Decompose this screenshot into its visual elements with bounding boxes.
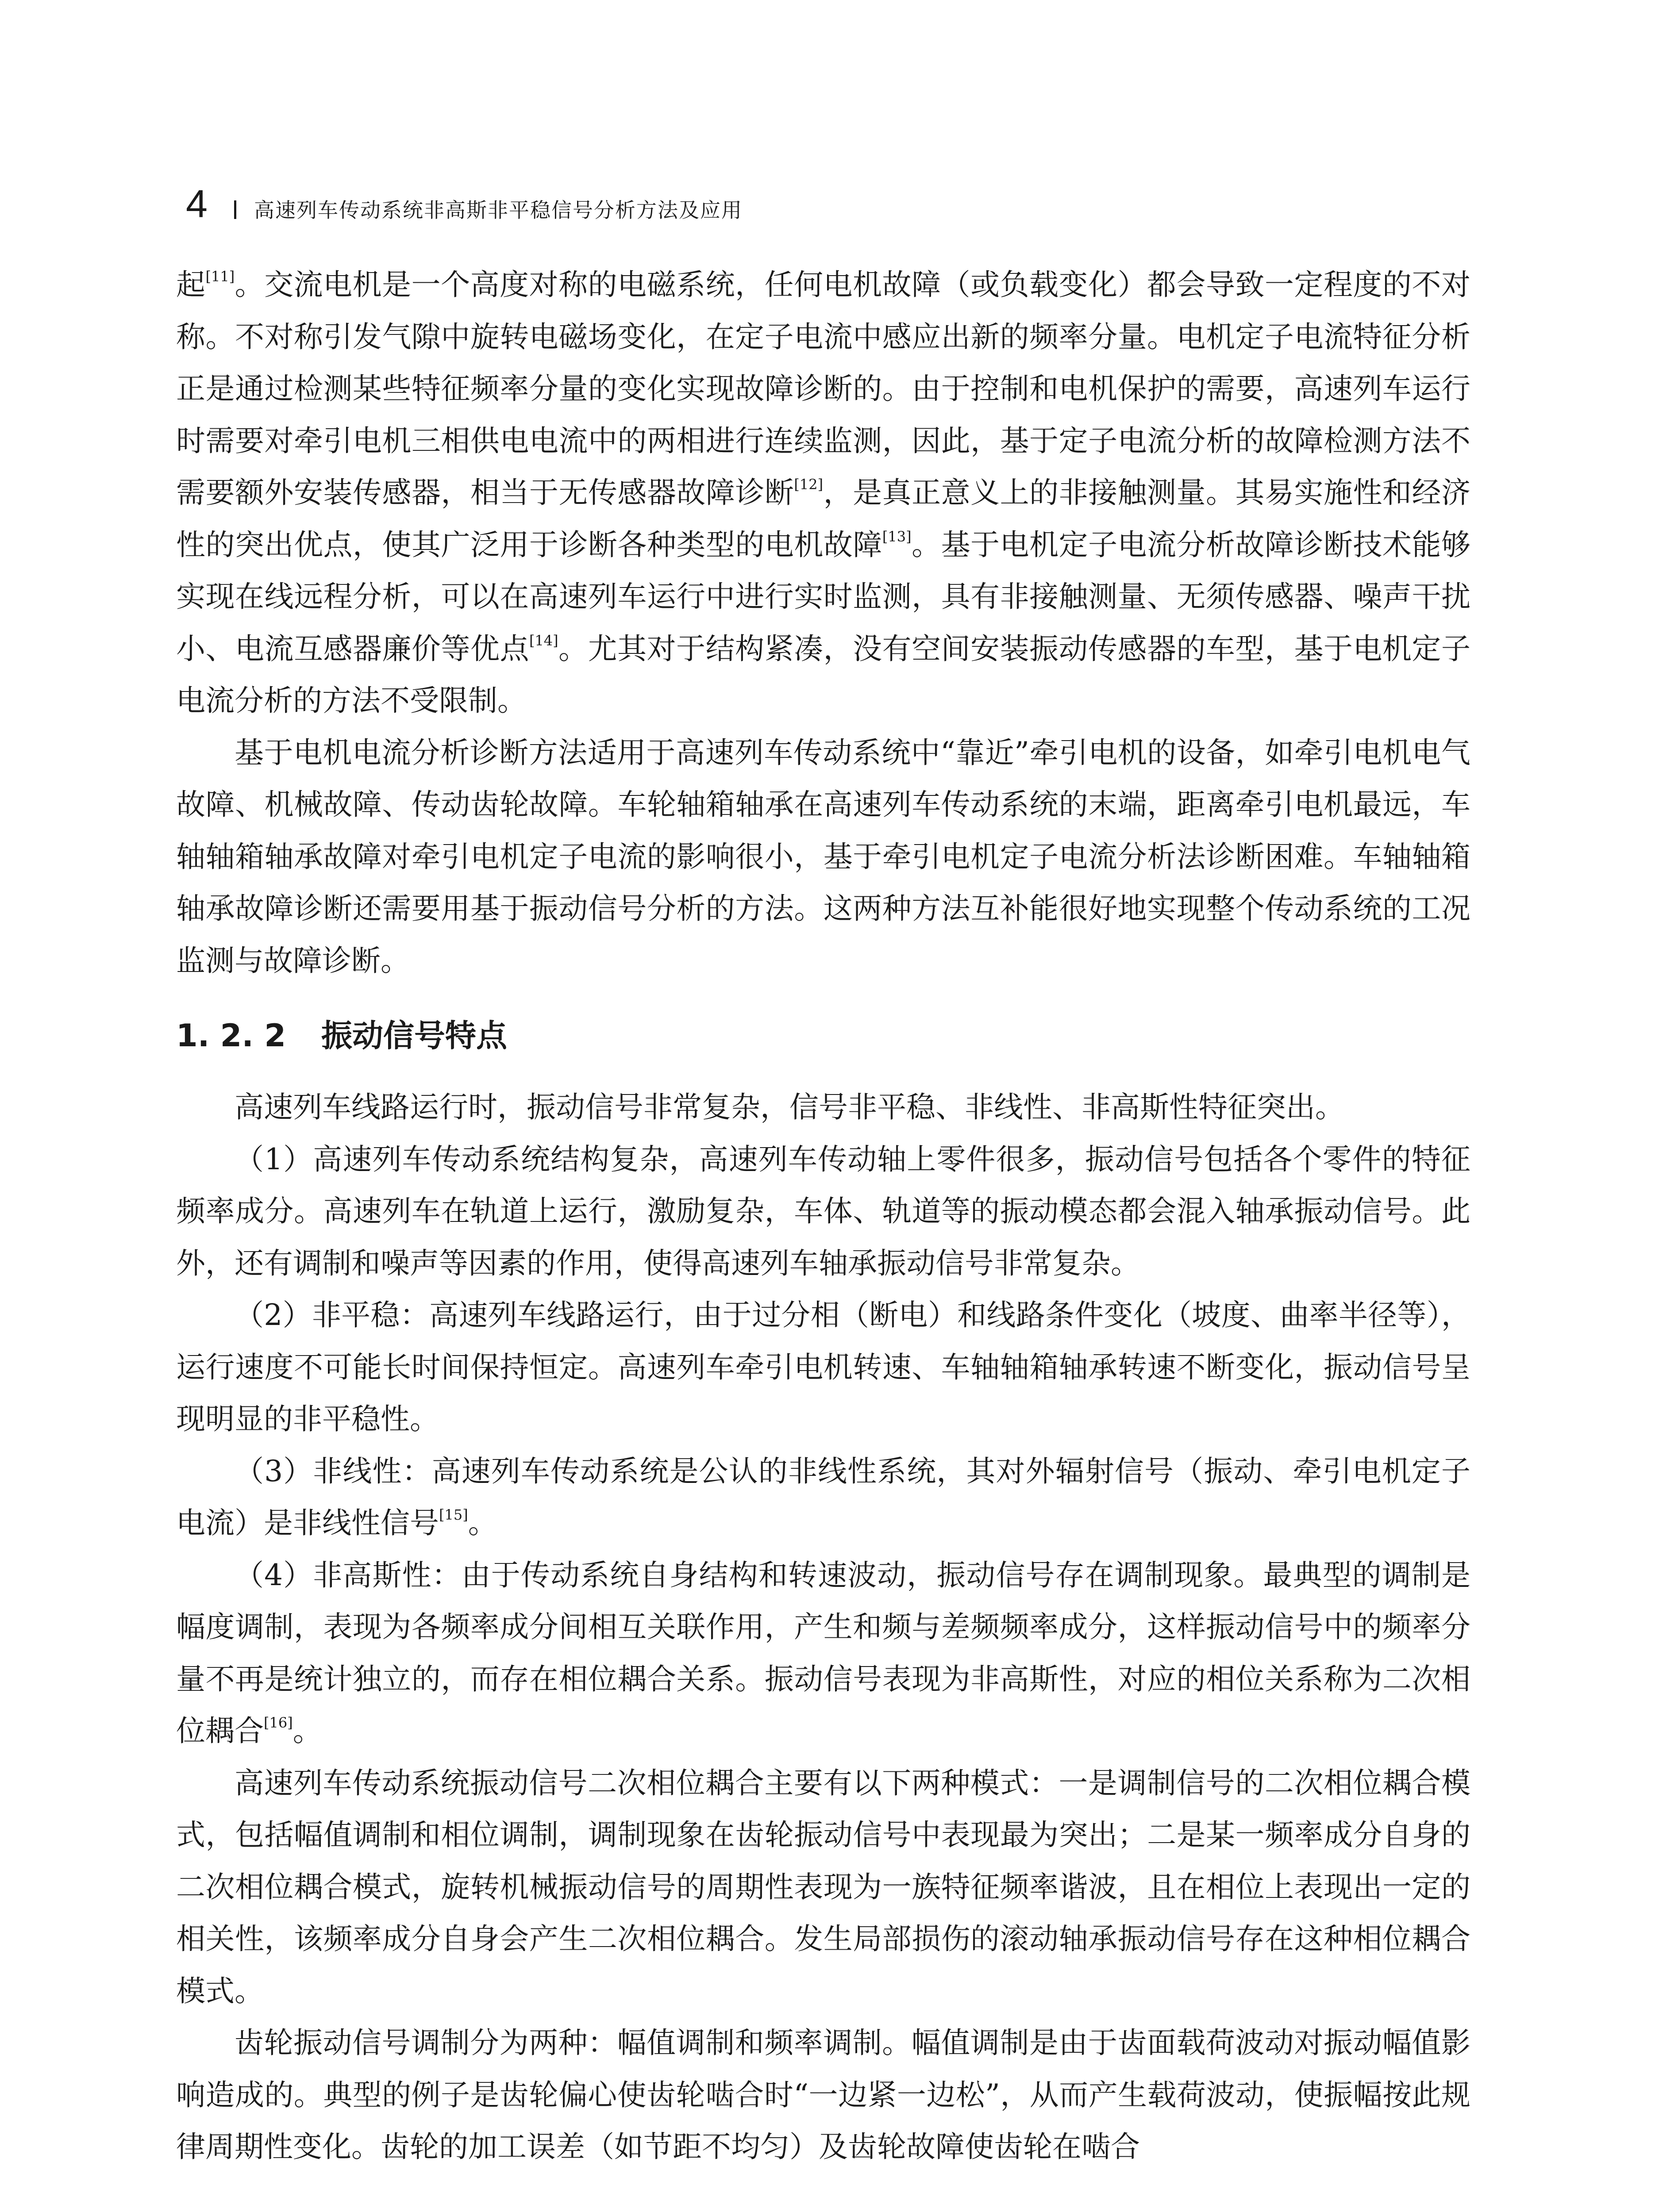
citation: [13]: [882, 528, 912, 545]
text-run: （4）非高斯性：由于传动系统自身结构和转速波动，振动信号存在调制现象。最典型的调制是幅度调制，表现为各频率成分间相互关联作用，产生和频与差频频率成分，这样振动信号中的频率分量不再是统计独立的，而存在相位耦合关系。振动信号表现为非高斯性，对应的相位关系称为二次相位耦合: [176, 1558, 1470, 1748]
paragraph: [176, 1757, 1470, 2017]
running-title: 高速列车传动系统非高斯非平稳信号分析方法及应用: [254, 198, 743, 222]
section-title: 振动信号特点: [321, 1018, 508, 1054]
text-run: 。尤其对于结构紧凑，没有空间安装振动传感器的车型，基于电机定子电流分析的方法不受限制。: [176, 631, 1471, 718]
text-run: 起: [176, 268, 206, 302]
citation: [16]: [264, 1714, 293, 1731]
paragraph: [176, 1081, 1470, 1133]
paragraph: [176, 1549, 1470, 1757]
text-run: 齿轮振动信号调制分为两种：幅值调制和频率调制。幅值调制是由于齿面载荷波动对振动幅值影响造成的。典型的例子是齿轮偏心使齿轮啮合时“一边紧一边松”，从而产生载荷波动，使振幅按此规律周期性变化。齿轮的加工误差（如节距不均匀）及齿轮故障使齿轮在啮合: [176, 2026, 1470, 2164]
text-run: 基于电机电流分析诊断方法适用于高速列车传动系统中“靠近”牵引电机的设备，如牵引电机电气故障、机械故障、传动齿轮故障。车轮轴箱轴承在高速列车传动系统的末端，距离牵引电机最远，车轴轴箱轴承故障对牵引电机定子电流的影响很小，基于牵引电机定子电流分析法诊断困难。车轴轴箱轴承故障诊断还需要用基于振动信号分析的方法。这两种方法互补能很好地实现整个传动系统的工况监测与故障诊断。: [176, 735, 1470, 978]
paragraph: [176, 1133, 1470, 1290]
text-run: （1）高速列车传动系统结构复杂，高速列车传动轴上零件很多，振动信号包括各个零件的特征频率成分。高速列车在轨道上运行，激励复杂，车体、轨道等的振动模态都会混入轴承振动信号。此外，还有调制和噪声等因素的作用，使得高速列车轴承振动信号非常复杂。: [176, 1142, 1470, 1280]
paragraph: [176, 727, 1470, 987]
page-number: 4: [186, 182, 208, 226]
section-heading: [176, 1011, 1470, 1060]
paragraph: [176, 259, 1470, 727]
text-run: 。: [468, 1506, 497, 1540]
citation: [14]: [529, 632, 558, 649]
text-run: （3）非线性：高速列车传动系统是公认的非线性系统，其对外辐射信号（振动、牵引电机定子电流）是非线性信号: [176, 1454, 1470, 1540]
text-run: 高速列车线路运行时，振动信号非常复杂，信号非平稳、非线性、非高斯性特征突出。: [235, 1090, 1344, 1124]
citation: [11]: [205, 268, 235, 285]
text-run: 。基于电机定子电流分析故障诊断技术能够实现在线远程分析，可以在高速列车运行中进行实时监测，具有非接触测量、无须传感器、噪声干扰小、电流互感器廉价等优点: [176, 527, 1471, 666]
section-number: 1. 2. 2: [176, 1018, 286, 1054]
body-text: [176, 259, 1470, 2173]
citation: [15]: [439, 1506, 468, 1523]
paragraph: [176, 2017, 1470, 2173]
text-run: 。: [293, 1714, 322, 1748]
paragraph: [176, 1289, 1470, 1445]
paragraph: [176, 1445, 1470, 1549]
page-header: [186, 181, 743, 227]
text-run: 。交流电机是一个高度对称的电磁系统，任何电机故障（或负载变化）都会导致一定程度的不对称。不对称引发气隙中旋转电磁场变化，在定子电流中感应出新的频率分量。电机定子电流特征分析正是通过检测某些特征频率分量的变化实现故障诊断的。由于控制和电机保护的需要，高速列车运行时需要对牵引电机三相供电电流中的两相进行连续监测，因此，基于定子电流分析的故障检测方法不需要额外安装传感器，相当于无传感器故障诊断: [176, 268, 1471, 510]
text-run: 高速列车传动系统振动信号二次相位耦合主要有以下两种模式：一是调制信号的二次相位耦合模式，包括幅值调制和相位调制，调制现象在齿轮振动信号中表现最为突出；二是某一频率成分自身的二次相位耦合模式，旋转机械振动信号的周期性表现为一族特征频率谐波，且在相位上表现出一定的相关性，该频率成分自身会产生二次相位耦合。发生局部损伤的滚动轴承振动信号存在这种相位耦合模式。: [176, 1766, 1470, 2008]
text-run: ，是真正意义上的非接触测量。其易实施性和经济性的突出优点，使其广泛用于诊断各种类型的电机故障: [176, 476, 1471, 562]
header-separator: [234, 200, 236, 219]
citation: [12]: [794, 476, 824, 493]
text-run: （2）非平稳：高速列车线路运行，由于过分相（断电）和线路条件变化（坡度、曲率半径等），运行速度不可能长时间保持恒定。高速列车牵引电机转速、车轴轴箱轴承转速不断变化，振动信号呈现明显的非平稳性。: [176, 1298, 1470, 1436]
